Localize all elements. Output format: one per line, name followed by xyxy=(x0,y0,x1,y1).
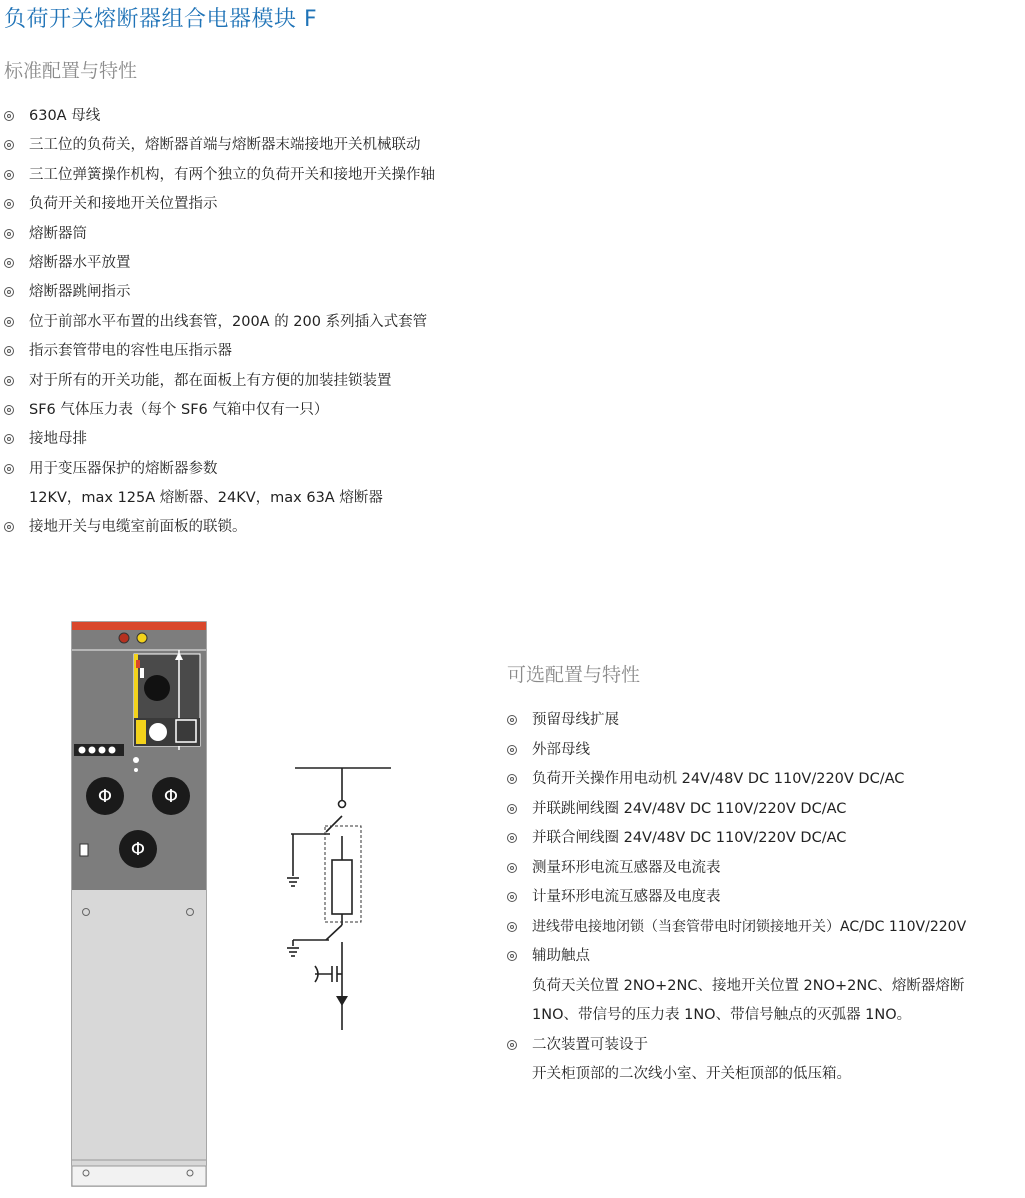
list-item-text: 对于所有的开关功能，都在面板上有方便的加装挂锁装置 xyxy=(29,372,392,389)
list-item-text: 熔断器跳闸指示 xyxy=(29,284,131,301)
list-item-text: 熔断器筒 xyxy=(29,225,87,242)
list-item xyxy=(4,367,435,396)
standard-heading: 标准配置与特性 xyxy=(4,60,138,82)
list-item xyxy=(4,396,435,425)
circle-bullet-icon xyxy=(4,376,14,386)
list-item-text: 熔断器水平放置 xyxy=(29,254,131,271)
list-item xyxy=(507,795,966,825)
list-item-text: 预留母线扩展 xyxy=(532,712,619,728)
list-item xyxy=(507,765,966,795)
list-item-continuation xyxy=(507,1001,966,1031)
list-item-text: 开关柜顶部的二次线小室、开关柜顶部的低压箱。 xyxy=(532,1066,851,1082)
circle-bullet-icon xyxy=(4,199,14,209)
svg-text:Φ: Φ xyxy=(163,786,179,807)
circle-bullet-icon xyxy=(4,522,14,532)
list-item xyxy=(4,425,435,454)
list-item xyxy=(507,913,966,943)
list-item-continuation xyxy=(507,972,966,1002)
circle-bullet-icon xyxy=(4,346,14,356)
list-item-text: 三工位弹簧操作机构，有两个独立的负荷开关和接地开关操作轴 xyxy=(29,166,435,183)
svg-text:Φ: Φ xyxy=(130,839,146,860)
single-line-schematic xyxy=(285,760,405,1040)
circle-bullet-icon xyxy=(4,229,14,239)
list-item xyxy=(4,278,435,307)
circle-bullet-icon xyxy=(4,405,14,415)
list-item xyxy=(4,102,435,131)
list-item xyxy=(4,131,435,160)
list-item-text: 负荷开关和接地开关位置指示 xyxy=(29,196,218,213)
list-item xyxy=(507,736,966,766)
list-item-text: 630A 母线 xyxy=(29,108,101,124)
list-item-text: 并联跳闸线圈 24V/48V DC 110V/220V DC/AC xyxy=(532,800,847,817)
list-item xyxy=(4,337,435,366)
list-item xyxy=(4,220,435,249)
circle-bullet-icon xyxy=(4,287,14,297)
list-item xyxy=(4,161,435,190)
list-item xyxy=(507,942,966,972)
list-item-text: SF6 气体压力表（每个 SF6 气箱中仅有一只） xyxy=(29,401,329,418)
circle-bullet-icon xyxy=(4,111,14,121)
list-item-text: 进线带电接地闭锁（当套管带电时闭锁接地开关）AC/DC 110V/220V xyxy=(532,918,967,935)
list-item-text: 接地开关与电缆室前面板的联锁。 xyxy=(29,519,247,536)
list-item xyxy=(507,1031,966,1061)
circle-bullet-icon xyxy=(507,804,517,814)
list-item xyxy=(507,824,966,854)
page-title: 负荷开关熔断器组合电器模块 F xyxy=(4,7,318,32)
list-item-text: 并联合闸线圈 24V/48V DC 110V/220V DC/AC xyxy=(532,830,847,846)
list-item-text: 负荷天关位置 2NO+2NC、接地开关位置 2NO+2NC、熔断器熔断 xyxy=(532,977,965,994)
circle-bullet-icon xyxy=(4,140,14,150)
list-item xyxy=(507,883,966,913)
switchgear-cabinet-illustration xyxy=(70,620,210,1190)
list-item xyxy=(4,513,435,542)
optional-feature-list xyxy=(507,706,966,1090)
circle-bullet-icon xyxy=(4,317,14,327)
circle-bullet-icon xyxy=(507,745,517,755)
list-item-text: 负荷开关操作用电动机 24V/48V DC 110V/220V DC/AC xyxy=(532,771,905,787)
list-item-text: 测量环形电流互感器及电流表 xyxy=(532,859,721,876)
list-item-text: 12KV，max 125A 熔断器、24KV，max 63A 熔断器 xyxy=(29,490,383,507)
list-item xyxy=(4,308,435,337)
circle-bullet-icon xyxy=(507,774,517,784)
list-item-continuation xyxy=(4,484,435,513)
list-item-text: 辅助触点 xyxy=(532,948,590,964)
circle-bullet-icon xyxy=(507,922,517,932)
circle-bullet-icon xyxy=(4,434,14,444)
list-item xyxy=(507,706,966,736)
optional-heading: 可选配置与特性 xyxy=(507,664,641,686)
circle-bullet-icon xyxy=(507,1040,517,1050)
list-item-text: 指示套管带电的容性电压指示器 xyxy=(29,343,232,360)
list-item-text: 位于前部水平布置的出线套管，200A 的 200 系列插入式套管 xyxy=(29,313,428,330)
list-item-continuation xyxy=(507,1060,966,1090)
list-item-text: 1NO、带信号的压力表 1NO、带信号触点的灭弧器 1NO。 xyxy=(532,1007,912,1023)
list-item-text: 计量环形电流互感器及电度表 xyxy=(532,889,721,905)
svg-text:Φ: Φ xyxy=(97,786,113,807)
circle-bullet-icon xyxy=(4,170,14,180)
list-item-text: 接地母排 xyxy=(29,431,87,448)
circle-bullet-icon xyxy=(4,464,14,474)
circle-bullet-icon xyxy=(507,863,517,873)
list-item-text: 用于变压器保护的熔断器参数 xyxy=(29,460,218,477)
list-item xyxy=(4,190,435,219)
circle-bullet-icon xyxy=(4,258,14,268)
list-item xyxy=(4,249,435,278)
circle-bullet-icon xyxy=(507,951,517,961)
list-item xyxy=(4,455,435,484)
list-item xyxy=(507,854,966,884)
circle-bullet-icon xyxy=(507,833,517,843)
list-item-text: 二次装置可装设于 xyxy=(532,1036,648,1053)
circle-bullet-icon xyxy=(507,715,517,725)
list-item-text: 外部母线 xyxy=(532,741,590,758)
standard-feature-list xyxy=(4,102,435,543)
list-item-text: 三工位的负荷关，熔断器首端与熔断器末端接地开关机械联动 xyxy=(29,137,421,154)
circle-bullet-icon xyxy=(507,892,517,902)
